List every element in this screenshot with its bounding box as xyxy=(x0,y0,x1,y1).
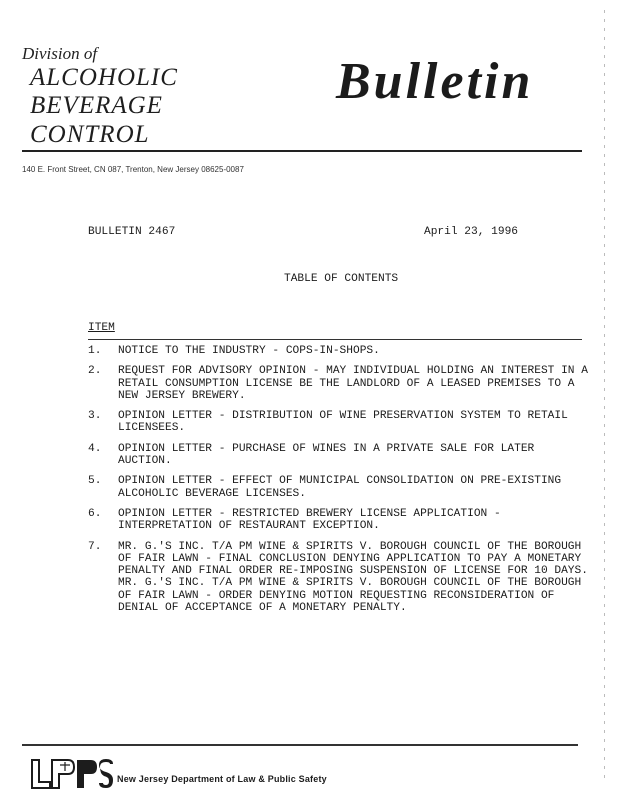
scan-edge-mark xyxy=(604,10,605,780)
toc-item xyxy=(88,443,588,468)
masthead-line-alcoholic: ALCOHOLIC xyxy=(30,64,178,91)
toc-item-text: OPINION LETTER - RESTRICTED BREWERY LICENSE APPLICATION - INTERPRETATION OF RESTAURANT EXCEPTION. xyxy=(118,507,501,533)
toc-item-text: MR. G.'S INC. T/A PM WINE & SPIRITS V. BOROUGH COUNCIL OF THE BOROUGH OF FAIR LAWN - FINAL CONCLUSION DENYING APPLICATION TO PAY A MONETARY PENALTY AND FINAL ORDER RE-IMPOSING SUSPENSION OF LICENSE FOR 10 DAYS. MR. G.'S INC. T/A PM WINE & SPIRITS V. BOROUGH COUNCIL OF THE BOROUGH OF FAIR LAWN - ORDER DENYING MOTION REQUESTING RECONSIDERATION OF DENIAL OF ACCEPTANCE OF A MONETARY PENALTY. xyxy=(118,540,588,615)
toc-item xyxy=(88,508,588,533)
bulletin-title: Bulletin xyxy=(336,53,534,110)
items-divider xyxy=(88,339,582,340)
footer-divider xyxy=(22,744,578,746)
toc-item-number: 7. xyxy=(88,540,102,553)
item-column-heading: ITEM xyxy=(88,322,115,334)
toc-item-text: NOTICE TO THE INDUSTRY - COPS-IN-SHOPS. xyxy=(118,345,380,357)
toc-item-number: 5. xyxy=(88,475,102,488)
masthead-line-control: CONTROL xyxy=(30,121,150,148)
bulletin-date: April 23, 1996 xyxy=(424,226,518,238)
toc-item xyxy=(88,365,588,402)
toc-item-number: 3. xyxy=(88,410,102,423)
department-name: New Jersey Department of Law & Public Safety xyxy=(117,774,327,784)
toc-item xyxy=(88,475,588,500)
toc-item-text: REQUEST FOR ADVISORY OPINION - MAY INDIVIDUAL HOLDING AN INTEREST IN A RETAIL CONSUMPTION LICENSE BE THE LANDLORD OF A LEASED PREMISES TO A NEW JERSEY BREWERY. xyxy=(118,365,588,402)
division-label: Division of xyxy=(22,44,98,63)
bulletin-number: BULLETIN 2467 xyxy=(88,226,176,238)
toc-item-number: 1. xyxy=(88,345,102,357)
toc-item-text: OPINION LETTER - EFFECT OF MUNICIPAL CONSOLIDATION ON PRE-EXISTING ALCOHOLIC BEVERAGE LICENSES. xyxy=(118,475,562,500)
toc-heading: TABLE OF CONTENTS xyxy=(284,273,399,285)
toc-item xyxy=(88,541,588,615)
toc-item xyxy=(88,410,588,435)
toc-list xyxy=(88,345,588,622)
toc-item-text: OPINION LETTER - PURCHASE OF WINES IN A PRIVATE SALE FOR LATER AUCTION. xyxy=(118,442,535,468)
masthead-divider xyxy=(22,150,582,152)
address-line: 140 E. Front Street, CN 087, Trenton, New Jersey 08625-0087 xyxy=(22,165,244,174)
toc-item-text: OPINION LETTER - DISTRIBUTION OF WINE PRESERVATION SYSTEM TO RETAIL LICENSEES. xyxy=(118,410,568,435)
lps-logo xyxy=(30,756,114,790)
masthead-line-beverage: BEVERAGE xyxy=(30,92,163,119)
toc-item-number: 4. xyxy=(88,442,102,455)
toc-item xyxy=(88,345,588,357)
toc-item-number: 2. xyxy=(88,365,102,378)
toc-item-number: 6. xyxy=(88,507,102,520)
